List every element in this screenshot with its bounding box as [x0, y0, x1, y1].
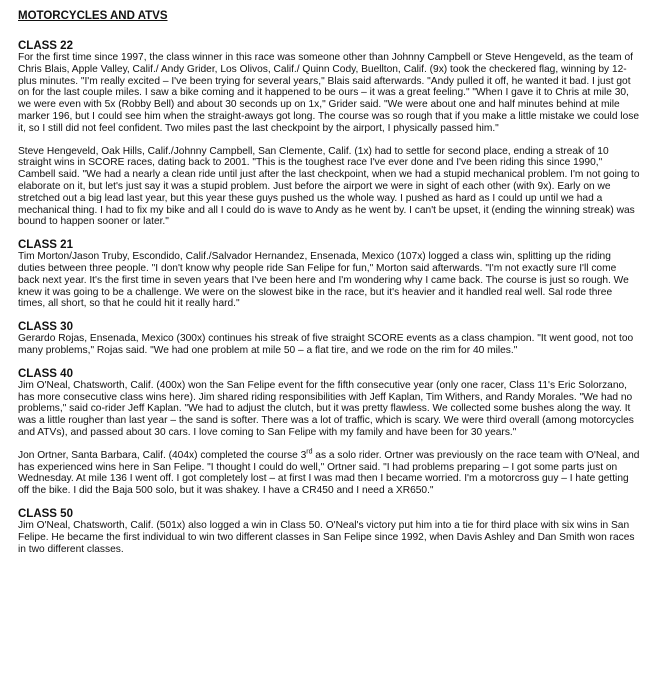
paragraph: Jim O'Neal, Chatsworth, Calif. (400x) won the San Felipe event for the fifth consecutive year (only one racer, Class 11's Eric Solorzano, has more consecutive class wins here). Jim shared riding responsibilities with Jeff Kaplan, Tim Withers, and Randy Morales. "We had no problems," said co-rider Jeff Kaplan. "We had to adjust the clutch, but it was pretty flawless. We collected some bushes along the way. It was a little rougher than last year – the sand is softer. There was a lot of traffic, which is scary. We were third overall (among motorcycles and ATVs), and passed about 30 cars. I love coming to San Felipe with my family and have been for 30 years."	[18, 379, 634, 438]
document-title: MOTORCYCLES AND ATVS	[18, 10, 168, 22]
section-heading: CLASS 50	[18, 507, 73, 520]
section-heading: CLASS 30	[18, 321, 73, 334]
section-class-22	[18, 40, 640, 228]
section-class-50	[18, 508, 640, 555]
section-class-40	[18, 368, 640, 497]
paragraph: Tim Morton/Jason Truby, Escondido, Calif./Salvador Hernandez, Ensenada, Mexico (107x) logged a class win, splitting up the riding duties between three people. "I don't know why people ride San Felipe for fun," Morton said afterwards. "I'm not exactly sure I'll come back next year. It's the first time in seven years that I've been here and I'm wondering why I came back. The course is just so rough. We knew it was going to be a challenge. We were on the slowest bike in the race, but it's heavier and it handled real well. Sal rode three times, all short, so that he could hit it really hard."	[18, 251, 629, 310]
paragraph-text-after: as a solo rider. Ortner was previously on the race team with O'Neal, and has experienced wins here in San Felipe. "I thought I could do well," Ortner said. "I had problems preparing – I got some parts just on Wednesday. At mile 136 I went off. I got completely lost – at first I was mad then I became worried. I'm a motorcross guy – I hate getting off the bike. I did the Baja 500 solo, but it was shakey. I have a CR450 and I need a XR650."	[18, 449, 640, 497]
ordinal-suffix: rd	[306, 448, 313, 456]
section-heading: CLASS 22	[18, 40, 73, 52]
section-heading: CLASS 40	[18, 367, 73, 380]
document-page	[18, 9, 640, 566]
paragraph: Steve Hengeveld, Oak Hills, Calif./Johnny Campbell, San Clemente, Calif. (1x) had to settle for second place, ending a streak of 10 straight wins in SCORE races, dating back to 2001. "This is the toughest race I've ever done and I've been riding this since 1990," Cambell said. "We had a nearly a clean ride until just after the last checkpoint, when we had a stupid mechanical problem. I'm not going to elaborate on it, but let's just say it was a stupid problem. Just before the airport we were in sight of each other (with 9x). Early on we stretched out a big lead last year, but this year these guys pushed us the whole way. I pushed as hard as I could up until we had a mechanical thing. I had to fix my bike and all I could do is wave to Andy as he went by. I can't be upset, it (ending the winning streak) was bound to happen sooner or later."	[18, 145, 640, 228]
section-heading: CLASS 21	[18, 239, 73, 252]
paragraph: Gerardo Rojas, Ensenada, Mexico (300x) continues his streak of five straight SCORE events as a class champion. "It went good, not too many problems," Rojas said. "We had one problem at mile 50 – a flat tire, and we rode on the rim for 40 miles."	[18, 333, 634, 356]
paragraph-text-before: Jon Ortner, Santa Barbara, Calif. (404x) completed the course 3	[18, 449, 307, 461]
section-class-30	[18, 321, 640, 357]
paragraph: Jim O'Neal, Chatsworth, Calif. (501x) also logged a win in Class 50. O'Neal's victory put him into a tie for third place with six wins in San Felipe. He became the first individual to win two different classes in San Felipe since 1992, when Davis Ashley and Dan Smith won races in two different classes.	[18, 519, 635, 555]
paragraph: For the first time since 1997, the class winner in this race was someone other than Johnny Campbell or Steve Hengeveld, as the team of Chris Blais, Apple Valley, Calif./ Andy Grider, Los Olivos, Calif./ Quinn Cody, Buellton, Calif. (9x) took the checkered flag, winning by 12-plus minutes. "I'm really excited – I've been trying for several years," Blais said afterwards. "Andy pulled it off, he wanted it bad. I just got on for the last couple miles. I saw a bike coming and it happened to be ours – it was a great feeling." "When I gave it to Chris at mile 30, we were even with 5x (Robby Bell) and about 30 seconds up on 1x," Grider said. "We were about one and half minutes behind at mile marker 196, but I could see him when the straight-aways got long. The course was so rough that if you make a little mistake we could lose it, so I still did not feel confident. Two miles past the last checkpoint by the airport, I physically passed him."	[18, 52, 639, 134]
section-class-21	[18, 239, 640, 310]
paragraph-ortner	[18, 450, 640, 497]
